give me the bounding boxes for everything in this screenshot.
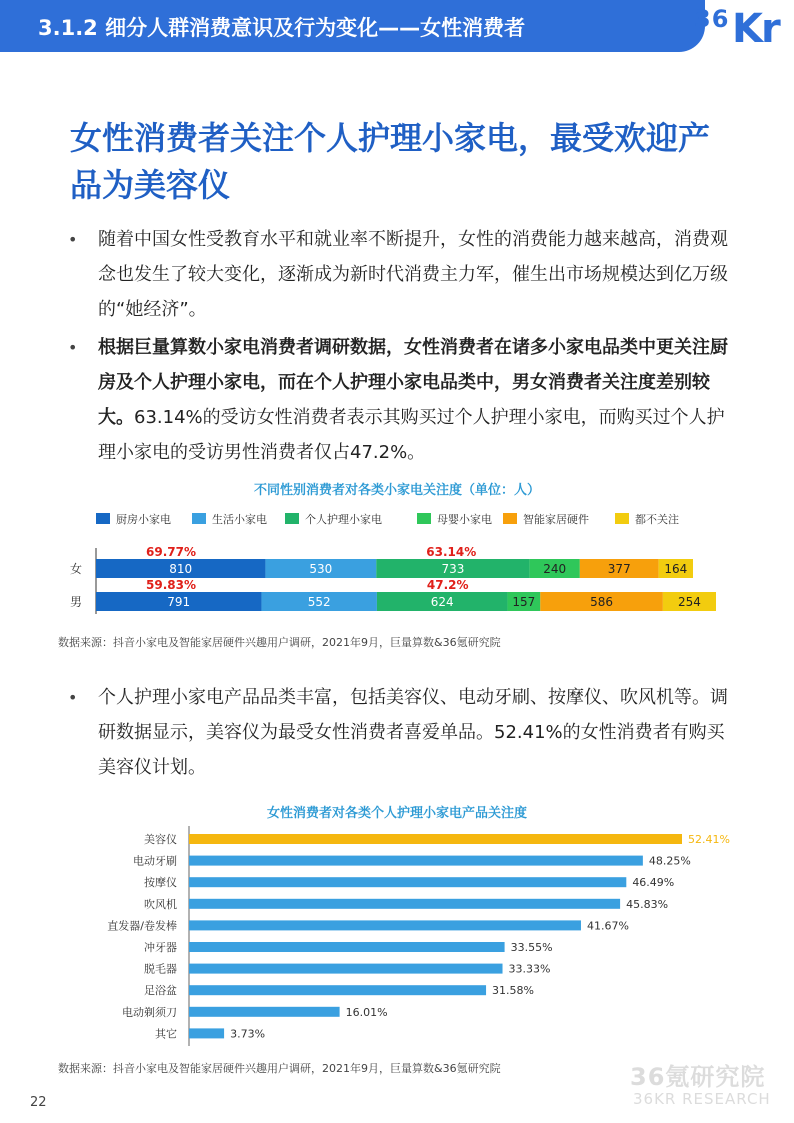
chart-2-category-label: 按摩仪	[144, 876, 177, 890]
watermark-english: 36KR RESEARCH	[633, 1090, 771, 1108]
legend-label: 智能家居硬件	[523, 513, 589, 526]
legend-label: 个人护理小家电	[305, 513, 382, 526]
chart-2-value-label: 48.25%	[648, 854, 691, 868]
chart-1-data-label: 157	[512, 595, 536, 609]
logo-36kr	[690, 2, 794, 54]
chart-1-data-label: 240	[543, 562, 567, 576]
chart-2-value-label: 3.73%	[230, 1027, 266, 1041]
chart-2-category-label: 电动剃须刀	[122, 1005, 177, 1019]
chart-2-source: 数据来源：抖音小家电及智能家居硬件兴趣用户调研，2021年9月，巨量算数&36氪研究院	[58, 1062, 501, 1075]
chart-1-data-label: 254	[677, 595, 701, 609]
legend-swatch	[192, 513, 206, 524]
chart-2-bar	[189, 985, 486, 995]
chart-2-value-label: 33.33%	[508, 962, 551, 976]
chart-1-data-label: 810	[169, 562, 193, 576]
chart-1-annotation: 47.2%	[426, 578, 469, 592]
chart-1-title: 不同性别消费者对各类小家电关注度（单位：人）	[253, 483, 540, 498]
legend-swatch	[417, 513, 431, 524]
chart-2-category-label: 脱毛器	[144, 962, 177, 976]
chart-1-stacked-bar	[0, 540, 794, 615]
legend-label: 都不关注	[635, 513, 679, 526]
page-number: 22	[30, 1095, 47, 1110]
watermark-chinese: 36氪研究院	[630, 1063, 766, 1091]
chart-1-data-label: 164	[664, 562, 688, 576]
chart-1-annotation: 63.14%	[426, 545, 477, 559]
chart-1-data-label: 530	[309, 562, 333, 576]
header-bar	[0, 0, 705, 52]
chart-2-category-label: 其它	[155, 1027, 177, 1041]
chart-2-category-label: 直发器/卷发棒	[107, 919, 177, 933]
chart-2-bar	[189, 856, 643, 866]
chart-2-value-label: 41.67%	[586, 919, 629, 933]
chart-1-data-label: 624	[430, 595, 454, 609]
bullet-paragraph-3: • 个人护理小家电产品品类丰富，包括美容仪、电动牙刷、按摩仪、吹风机等。调研数据显示，美容仪为最受女性消费者喜爱单品。52.41%的女性消费者有购买美容仪计划。	[98, 680, 728, 785]
chart-1-data-label: 791	[167, 595, 191, 609]
logo-number: 36	[694, 5, 730, 33]
legend-swatch	[96, 513, 110, 524]
legend-label: 厨房小家电	[116, 513, 171, 526]
chart-1-source: 数据来源：抖音小家电及智能家居硬件兴趣用户调研，2021年9月，巨量算数&36氪研究院	[58, 636, 501, 649]
chart-2-bar	[189, 899, 620, 909]
chart-1-annotation: 69.77%	[146, 545, 196, 559]
chart-1-data-label: 377	[607, 562, 631, 576]
chart-2-value-label: 16.01%	[345, 1005, 388, 1019]
logo-letters: Kr	[732, 6, 779, 52]
chart-2-bar	[189, 1028, 224, 1038]
chart-2-value-label: 46.49%	[632, 876, 675, 890]
bullet-2-bold-text: 根据巨量算数小家电消费者调研数据，女性消费者在诸多小家电品类中更关注厨房及个人护理小家电，而在个人护理小家电品类中，男女消费者关注度差别较大。	[98, 337, 728, 428]
chart-2-title: 女性消费者对各类个人护理小家电产品关注度	[266, 806, 527, 821]
chart-2-bar	[189, 877, 626, 887]
section-title: 3.1.2 细分人群消费意识及行为变化——女性消费者	[38, 16, 526, 40]
chart-2-category-label: 足浴盆	[144, 984, 177, 998]
chart-2-category-label: 冲牙器	[144, 941, 177, 954]
chart-2-category-label: 吹风机	[144, 897, 177, 911]
chart-1-annotation: 59.83%	[146, 578, 196, 592]
legend-label: 生活小家电	[212, 513, 267, 526]
chart-2-horizontal-bar	[0, 826, 794, 1048]
chart-1-data-label: 552	[307, 595, 331, 609]
page-heading: 女性消费者关注个人护理小家电，最受欢迎产品为美容仪	[70, 119, 711, 204]
bullet-paragraph-2	[98, 330, 728, 470]
legend-swatch	[285, 513, 299, 524]
legend-swatch	[615, 513, 629, 524]
chart-2-value-label: 33.55%	[510, 941, 553, 954]
chart-1-category-label: 男	[69, 595, 82, 609]
chart-2-category-label: 美容仪	[144, 833, 177, 846]
chart-2-bar	[189, 920, 581, 930]
bullet-paragraph-1: • 随着中国女性受教育水平和就业率不断提升，女性的消费能力越来越高，消费观念也发生了较大变化，逐渐成为新时代消费主力军，催生出市场规模达到亿万级的“她经济”。	[98, 222, 728, 327]
chart-1-data-label: 733	[441, 562, 465, 576]
chart-1-category-label: 女	[69, 562, 82, 576]
chart-1-data-label: 586	[590, 595, 614, 609]
legend-swatch	[503, 513, 517, 524]
chart-2-value-label: 31.58%	[492, 984, 535, 998]
chart-2-category-label: 电动牙刷	[133, 854, 177, 868]
legend-label: 母婴小家电	[437, 513, 492, 526]
chart-2-bar	[189, 1007, 340, 1017]
bullet-2-text: 63.14%的受访女性消费者表示其购买过个人护理小家电，而购买过个人护理小家电的受访男性消费者仅占47.2%。	[98, 407, 725, 463]
chart-2-bar	[189, 834, 682, 844]
chart-2-bar	[189, 964, 503, 974]
chart-2-value-label: 45.83%	[626, 897, 669, 911]
chart-2-bar	[189, 942, 505, 952]
chart-2-value-label: 52.41%	[688, 833, 730, 846]
